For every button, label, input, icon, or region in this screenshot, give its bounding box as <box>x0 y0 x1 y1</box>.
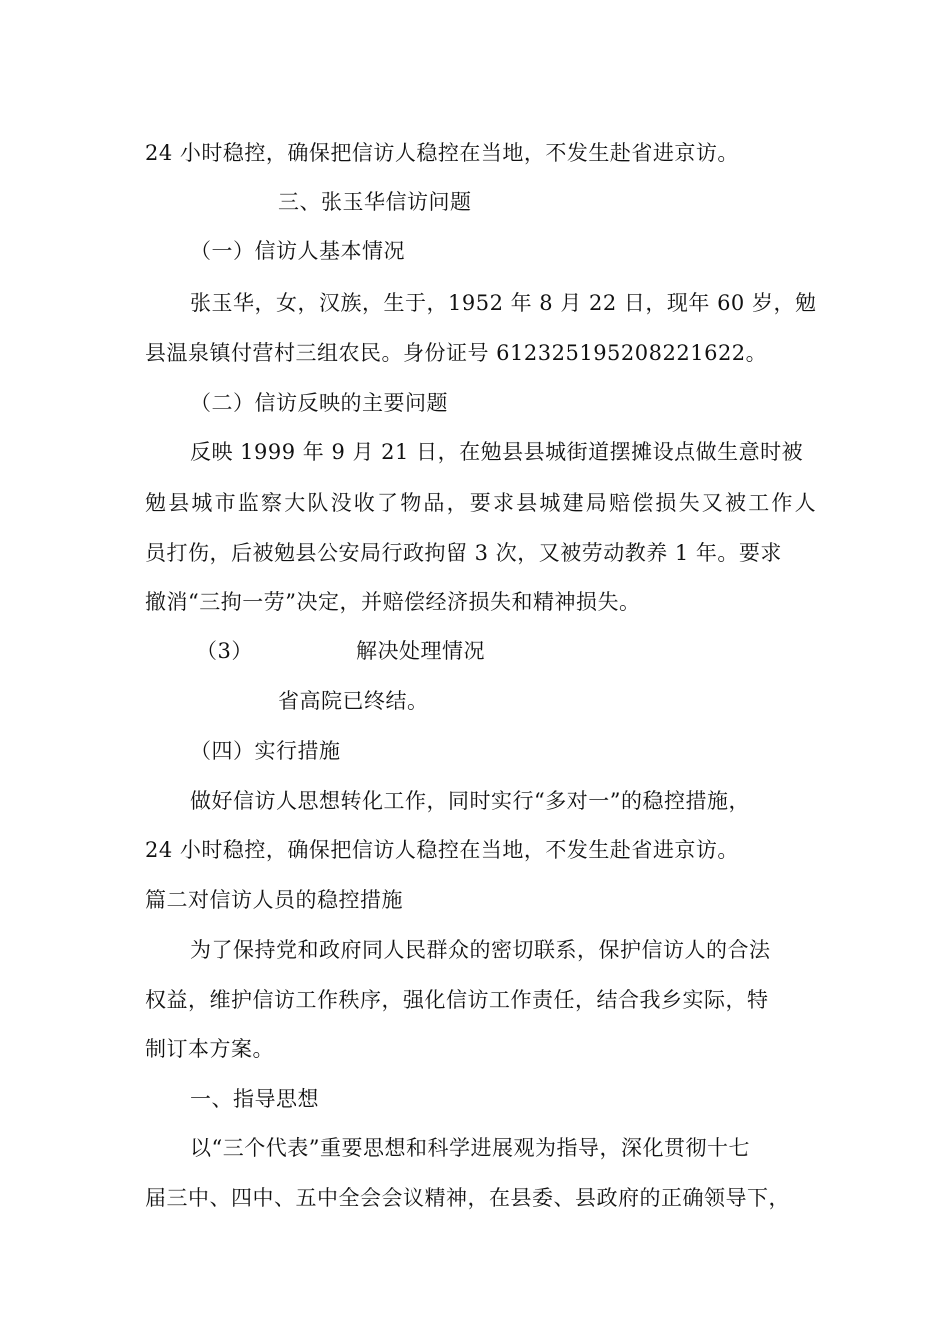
paragraph-line: 24 小时稳控，确保把信访人稳控在当地，不发生赴省进京访。 <box>145 141 739 165</box>
article-title: 篇二对信访人员的稳控措施 <box>145 888 403 912</box>
paragraph-line: 权益，维护信访工作秩序，强化信访工作责任，结合我乡实际，特 <box>145 988 769 1012</box>
paragraph-line: 为了保持党和政府同人民群众的密切联系，保护信访人的合法 <box>190 938 771 962</box>
paragraph-line: 撤消“三拘一劳”决定，并赔偿经济损失和精神损失。 <box>145 590 641 614</box>
paragraph-line: 反映 1999 年 9 月 21 日，在勉县县城街道摆摊设点做生意时被 <box>190 440 804 464</box>
paragraph-line: 届三中、四中、五中全会会议精神，在县委、县政府的正确领导下， <box>145 1186 790 1210</box>
subsection-heading: 解决处理情况 <box>356 639 485 663</box>
subsection-number: （3） <box>196 639 253 663</box>
subsection-heading: （四）实行措施 <box>190 739 341 763</box>
paragraph-line: 员打伤，后被勉县公安局行政拘留 3 次，又被劳动教养 1 年。要求 <box>145 541 782 565</box>
paragraph-line: 制订本方案。 <box>145 1037 274 1061</box>
section-heading: 一、指导思想 <box>190 1087 319 1111</box>
section-heading: 三、张玉华信访问题 <box>278 190 472 214</box>
paragraph-line: 县温泉镇付营村三组农民。身份证号 612325195208221622。 <box>145 341 768 365</box>
paragraph-line: 24 小时稳控，确保把信访人稳控在当地，不发生赴省进京访。 <box>145 838 739 862</box>
paragraph-line: 张玉华，女，汉族，生于，1952 年 8 月 22 日，现年 60 岁，勉 <box>190 291 817 315</box>
paragraph-line: 做好信访人思想转化工作，同时实行“多对一”的稳控措施， <box>190 789 750 813</box>
paragraph-line: 省高院已终结。 <box>278 689 429 713</box>
paragraph-line: 以“三个代表”重要思想和科学进展观为指导，深化贯彻十七 <box>190 1136 750 1160</box>
paragraph-line: 勉县城市监察大队没收了物品，要求县城建局赔偿损失又被工作人 <box>145 491 818 515</box>
subsection-heading: （二）信访反映的主要问题 <box>190 391 448 415</box>
subsection-heading: （一）信访人基本情况 <box>190 239 405 263</box>
